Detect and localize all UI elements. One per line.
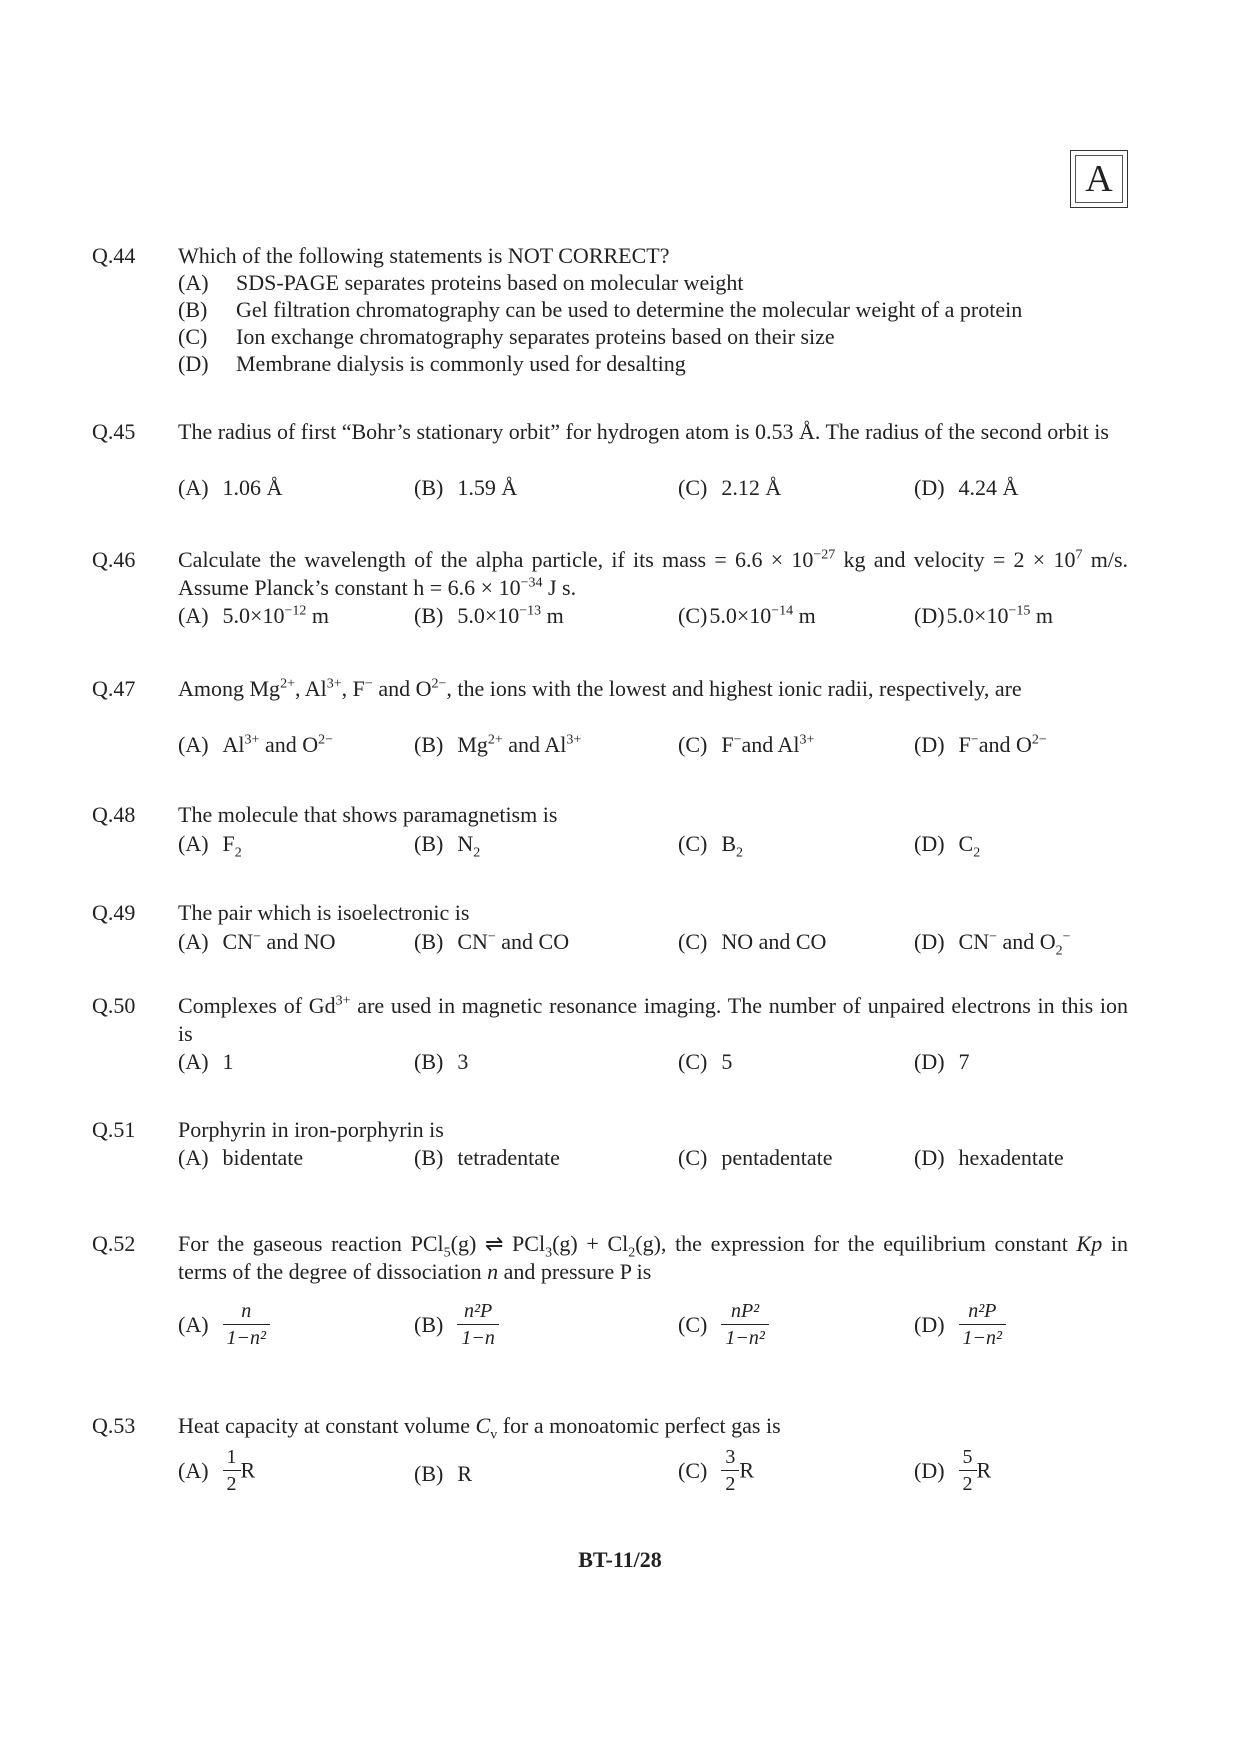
- option-text: 3: [457, 1049, 469, 1074]
- question-number: Q.51: [92, 1117, 136, 1142]
- numerator: n: [241, 1300, 252, 1322]
- option-b: [414, 1048, 468, 1076]
- ion: Al: [222, 732, 245, 757]
- option-label: (A): [178, 475, 209, 500]
- option-d: [178, 350, 686, 378]
- ion-charge: −: [364, 676, 373, 692]
- option-label: (C): [678, 1311, 708, 1337]
- ion: O: [1015, 732, 1032, 757]
- stem-part: (g), the expression for the equilibrium constant: [635, 1231, 1077, 1256]
- option-c: [678, 602, 816, 630]
- fraction: [457, 1300, 499, 1349]
- charge: −: [487, 929, 496, 945]
- question-stem: The pair which is isoelectronic is: [178, 900, 470, 925]
- options-row: [178, 474, 1138, 514]
- option-text: and: [502, 732, 545, 757]
- stem-part: in terms of the degree of dissociation: [178, 1231, 1128, 1284]
- stem-part: ,: [294, 676, 305, 701]
- option-a: [178, 1144, 303, 1172]
- option-a: [178, 602, 329, 630]
- option-d: [914, 928, 1071, 959]
- ion: F: [721, 732, 734, 757]
- option-unit: m: [306, 603, 329, 628]
- option-label: (C): [678, 603, 708, 628]
- option-label: (D): [178, 351, 209, 376]
- molecule: C: [958, 831, 974, 856]
- option-unit: m: [1030, 603, 1053, 628]
- option-unit: m: [793, 603, 816, 628]
- option-text: 2.12 Å: [721, 475, 782, 500]
- page-footer: BT-11/28: [578, 1547, 662, 1572]
- molecule: N: [457, 831, 474, 856]
- option-a: [178, 1048, 234, 1076]
- option-text: 1.59 Å: [457, 475, 518, 500]
- ion-charge: 3+: [335, 993, 351, 1009]
- options-row: [178, 1446, 1138, 1510]
- option-a: [178, 830, 242, 861]
- option-b: [414, 602, 564, 630]
- options-row: [178, 602, 1138, 642]
- option-label: (C): [678, 1145, 708, 1170]
- option-label: (B): [414, 475, 444, 500]
- option-c: [678, 474, 781, 502]
- stem-part: are used in magnetic resonance imaging. The number of unpaired electrons in this ion is: [178, 993, 1128, 1046]
- option-d: [914, 1048, 970, 1076]
- fraction: [721, 1300, 769, 1349]
- question-stem: [178, 675, 1128, 703]
- ion: Mg: [249, 676, 281, 701]
- numerator: nP²: [730, 1300, 760, 1322]
- option-b: [414, 1460, 472, 1488]
- option-exponent: −14: [771, 603, 794, 619]
- options-row: [178, 1300, 1138, 1364]
- option-text: 5: [721, 1049, 733, 1074]
- species: CN: [457, 929, 488, 954]
- option-label: (B): [414, 603, 444, 628]
- option-c: [678, 830, 744, 861]
- stem-superscript: −27: [813, 547, 836, 563]
- option-label: (D): [914, 1049, 945, 1074]
- ion-charge: 2−: [318, 732, 334, 748]
- option-base: 5.0×10: [946, 603, 1009, 628]
- charge: −: [1062, 929, 1071, 945]
- question-number: Q.47: [92, 676, 136, 701]
- denominator: 2: [959, 1470, 977, 1495]
- molecule: B: [721, 831, 737, 856]
- option-text: and O: [997, 929, 1056, 954]
- option-c: [678, 1144, 833, 1172]
- ion: O: [302, 732, 319, 757]
- option-label: (A): [178, 929, 209, 954]
- charge: −: [989, 929, 998, 945]
- ion-charge: 3+: [799, 732, 815, 748]
- question-stem: Porphyrin in iron-porphyrin is: [178, 1117, 444, 1142]
- question-number: Q.49: [92, 900, 136, 925]
- option-text: 1: [222, 1049, 234, 1074]
- molecule: F: [222, 831, 235, 856]
- option-label: (C): [178, 324, 208, 349]
- option-exponent: −15: [1008, 603, 1031, 619]
- option-text: 1.06 Å: [222, 475, 283, 500]
- option-d: [914, 474, 1018, 502]
- option-label: (A): [178, 1311, 209, 1337]
- option-label: (B): [414, 929, 444, 954]
- stem-part: , the ions with the lowest and highest ionic radii, respectively, are: [446, 676, 1022, 701]
- stem-part: and pressure P is: [498, 1259, 652, 1284]
- ion-charge: 2−: [1031, 732, 1047, 748]
- stem-part: Among: [178, 676, 250, 701]
- denominator: 1−n²: [959, 1324, 1007, 1349]
- numerator: 5: [962, 1446, 973, 1468]
- question-number: Q.46: [92, 547, 136, 572]
- option-label: (B): [414, 732, 444, 757]
- subscript: 2: [473, 845, 481, 861]
- set-label: A: [1085, 158, 1113, 200]
- option-label: (D): [914, 831, 945, 856]
- option-label: (A): [178, 270, 209, 295]
- option-text: Membrane dialysis is commonly used for desalting: [236, 351, 686, 376]
- options-row: [178, 928, 1138, 968]
- option-label: (D): [914, 732, 945, 757]
- ion: F: [352, 676, 365, 701]
- option-text: hexadentate: [958, 1145, 1064, 1170]
- option-label: (C): [678, 732, 708, 757]
- subscript: 2: [628, 1245, 636, 1261]
- stem-part: Calculate the wavelength of the alpha particle, if its mass = 6.6 × 10: [178, 547, 814, 572]
- option-a: [178, 1300, 270, 1349]
- unit: R: [457, 1461, 473, 1486]
- option-label: (C): [678, 475, 708, 500]
- option-base: 5.0×10: [709, 603, 772, 628]
- ion-charge: 2+: [280, 676, 295, 692]
- option-exponent: −12: [284, 603, 307, 619]
- stem-part: (g) ⇌ PCl: [450, 1231, 546, 1256]
- symbol-kp: Kp: [1076, 1231, 1103, 1256]
- option-label: (C): [678, 1457, 708, 1483]
- option-c: [678, 1446, 754, 1495]
- option-label: (D): [914, 603, 945, 628]
- option-text: Ion exchange chromatography separates proteins based on their size: [236, 324, 835, 349]
- option-c: [678, 1048, 732, 1076]
- question-stem: [178, 1230, 1128, 1286]
- numerator: 3: [725, 1446, 736, 1468]
- subscript: 2: [973, 845, 981, 861]
- subscript: 2: [736, 845, 744, 861]
- option-label: (D): [914, 1311, 945, 1337]
- question-number: Q.52: [92, 1231, 136, 1256]
- question-number: Q.50: [92, 993, 136, 1018]
- option-label: (D): [914, 475, 945, 500]
- ion: Al: [777, 732, 800, 757]
- option-label: (A): [178, 1049, 209, 1074]
- ion: Al: [304, 676, 327, 701]
- option-text: and: [259, 732, 303, 757]
- option-b: [414, 928, 569, 956]
- stem-part: Heat capacity at constant volume: [178, 1413, 476, 1438]
- question-stem: The radius of first “Bohr’s stationary orbit” for hydrogen atom is 0.53 Å. The radius of the second orbit is: [178, 419, 1109, 444]
- denominator: 1−n: [457, 1324, 499, 1349]
- subscript: 2: [1055, 943, 1063, 959]
- option-base: 5.0×10: [457, 603, 520, 628]
- option-d: [914, 1300, 1006, 1349]
- numerator: 1: [226, 1446, 237, 1468]
- option-a: [178, 474, 282, 502]
- ion-charge: 2+: [487, 732, 503, 748]
- option-text: NO and CO: [721, 929, 827, 954]
- species: CN: [958, 929, 990, 954]
- option-label: (D): [914, 1145, 945, 1170]
- option-exponent: −13: [519, 603, 542, 619]
- option-label: (B): [414, 1049, 444, 1074]
- options-row: [178, 731, 1138, 771]
- ion-charge: −: [733, 732, 742, 748]
- option-label: (C): [678, 1049, 708, 1074]
- option-text: SDS-PAGE separates proteins based on molecular weight: [236, 270, 744, 295]
- option-a: [178, 269, 744, 297]
- option-b: [414, 731, 581, 759]
- denominator: 1−n²: [721, 1324, 769, 1349]
- numerator: n²P: [968, 1300, 997, 1322]
- option-c: [678, 928, 826, 956]
- unit: R: [739, 1457, 755, 1483]
- stem-part: kg and velocity = 2 × 10: [835, 547, 1076, 572]
- option-text: and CO: [495, 929, 570, 954]
- stem-part: Complexes of Gd: [178, 993, 336, 1018]
- option-label: (A): [178, 1457, 209, 1483]
- ion: Al: [544, 732, 567, 757]
- option-label: (A): [178, 603, 209, 628]
- options-row: [178, 1048, 1138, 1088]
- option-text: pentadentate: [721, 1145, 833, 1170]
- question-stem: [178, 992, 1128, 1048]
- option-b: [414, 474, 517, 502]
- denominator: 1−n²: [223, 1324, 271, 1349]
- option-c: [678, 731, 814, 759]
- option-text: Gel filtration chromatography can be used to determine the molecular weight of a protein: [236, 297, 1023, 322]
- options-row: [178, 830, 1138, 870]
- question-number: Q.53: [92, 1413, 136, 1438]
- fraction: [223, 1446, 241, 1495]
- option-base: 5.0×10: [222, 603, 285, 628]
- fraction: [721, 1446, 739, 1495]
- fraction: [959, 1300, 1007, 1349]
- option-b: [414, 830, 481, 861]
- subscript: 2: [234, 845, 242, 861]
- option-b: [178, 296, 1022, 324]
- option-label: (D): [914, 929, 945, 954]
- stem-superscript: −34: [520, 575, 543, 591]
- option-label: (B): [178, 297, 208, 322]
- option-d: [914, 731, 1047, 759]
- question-stem: The molecule that shows paramagnetism is: [178, 802, 558, 827]
- options-row: [178, 1144, 1138, 1184]
- unit: R: [976, 1457, 992, 1483]
- fraction: [959, 1446, 977, 1495]
- subscript: 3: [545, 1245, 553, 1261]
- option-text: and: [741, 732, 778, 757]
- option-text: 7: [958, 1049, 970, 1074]
- stem-part: J s.: [542, 575, 577, 600]
- question-stem: [178, 546, 1128, 602]
- stem-part: ,: [341, 676, 353, 701]
- ion: O: [415, 676, 432, 701]
- option-unit: m: [541, 603, 564, 628]
- option-text: and: [978, 732, 1016, 757]
- option-a: [178, 928, 336, 956]
- set-label-inner-border: [1075, 155, 1123, 203]
- option-label: (B): [414, 831, 444, 856]
- denominator: 2: [223, 1470, 241, 1495]
- option-label: (C): [678, 831, 708, 856]
- option-label: (B): [414, 1145, 444, 1170]
- ion-charge: −: [970, 732, 979, 748]
- option-text: 4.24 Å: [958, 475, 1019, 500]
- option-d: [914, 830, 981, 861]
- stem-part: (g) + Cl: [552, 1231, 629, 1256]
- option-label: (A): [178, 1145, 209, 1170]
- ion: F: [958, 732, 971, 757]
- ion: Mg: [457, 732, 488, 757]
- symbol-n: n: [487, 1259, 499, 1284]
- option-d: [914, 602, 1053, 630]
- numerator: n²P: [463, 1300, 493, 1322]
- question-stem: [178, 1412, 1128, 1443]
- option-d: [914, 1144, 1064, 1172]
- denominator: 2: [721, 1470, 739, 1495]
- question-stem: Which of the following statements is NOT CORRECT?: [178, 243, 670, 268]
- option-c: [178, 323, 835, 351]
- option-d: [914, 1446, 991, 1495]
- ion-charge: 3+: [566, 732, 582, 748]
- option-a: [178, 731, 333, 759]
- option-a: [178, 1446, 255, 1495]
- ion-charge: 3+: [244, 732, 260, 748]
- symbol-cv: C: [475, 1413, 491, 1438]
- ion-charge: 3+: [326, 676, 342, 692]
- ion-charge: 2−: [431, 676, 447, 692]
- option-text: tetradentate: [457, 1145, 560, 1170]
- set-label-box: [1070, 150, 1128, 208]
- stem-part: and: [372, 676, 416, 701]
- option-text: bidentate: [222, 1145, 304, 1170]
- charge: −: [253, 929, 262, 945]
- option-c: [678, 1300, 769, 1349]
- question-number: Q.44: [92, 243, 136, 268]
- stem-part: For the gaseous reaction PCl: [178, 1231, 444, 1256]
- species: CN: [222, 929, 254, 954]
- option-text: and NO: [261, 929, 336, 954]
- option-label: (A): [178, 732, 209, 757]
- option-label: (C): [678, 929, 708, 954]
- question-number: Q.48: [92, 802, 136, 827]
- stem-part: m/s. Assume Planck’s constant h = 6.6 × 10: [178, 547, 1128, 600]
- option-label: (D): [914, 1457, 945, 1483]
- stem-superscript: 7: [1075, 547, 1083, 563]
- stem-part: for a monoatomic perfect gas is: [497, 1413, 781, 1438]
- option-label: (B): [414, 1311, 444, 1337]
- subscript: v: [490, 1427, 498, 1443]
- fraction: [223, 1300, 271, 1349]
- question-number: Q.45: [92, 419, 136, 444]
- option-b: [414, 1144, 560, 1172]
- unit: R: [240, 1457, 256, 1483]
- subscript: 5: [443, 1245, 451, 1261]
- option-b: [414, 1300, 499, 1349]
- option-label: (B): [414, 1461, 444, 1486]
- option-label: (A): [178, 831, 209, 856]
